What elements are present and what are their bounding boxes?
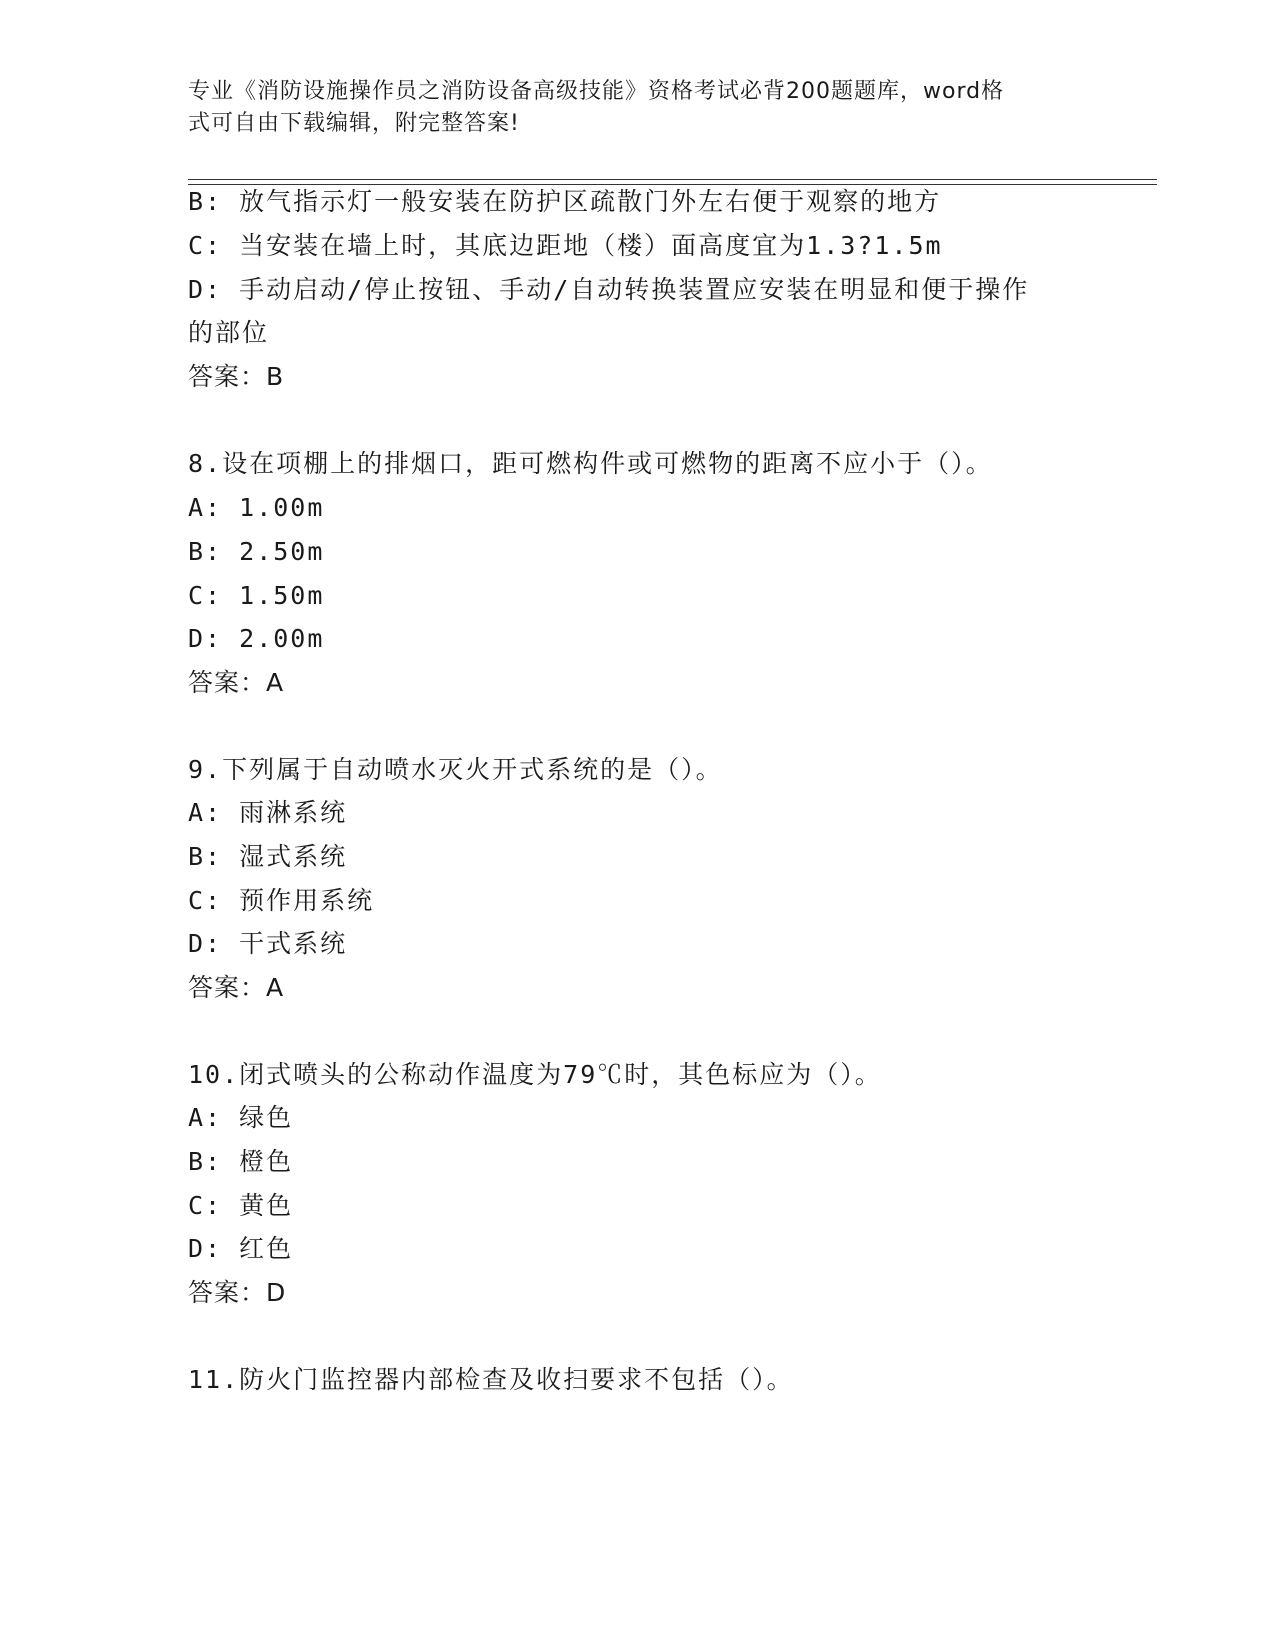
q10-answer: 答案：D xyxy=(188,1278,287,1307)
q10-stem: 10.闭式喷头的公称动作温度为79℃时，其色标应为（）。 xyxy=(188,1060,882,1089)
q11-stem: 11.防火门监控器内部检查及收扫要求不包括（）。 xyxy=(188,1365,794,1394)
q9-option-d: D: 干式系统 xyxy=(188,929,348,958)
q10-option-a: A: 绿色 xyxy=(188,1103,294,1132)
q10-option-d: D: 红色 xyxy=(188,1234,294,1263)
q7-answer: 答案：B xyxy=(188,362,285,391)
q7-option-c: C: 当安装在墙上时，其底边距地（楼）面高度宜为1.3?1.5m xyxy=(188,231,943,260)
q8-option-d: D: 2.00m xyxy=(188,624,325,653)
q9-answer: 答案：A xyxy=(188,973,285,1002)
q8-stem: 8.设在项棚上的排烟口，距可燃构件或可燃物的距离不应小于（）。 xyxy=(188,449,993,478)
document-header xyxy=(188,76,1068,140)
q9-option-b: B: 湿式系统 xyxy=(188,842,348,871)
q7-option-d-continued: 的部位 xyxy=(188,318,270,347)
q7-option-d: D: 手动启动/停止按钮、手动/自动转换装置应安装在明显和便于操作 xyxy=(188,275,1030,304)
header-line-2: 式可自由下载编辑，附完整答案! xyxy=(188,111,520,136)
q7-option-b: B: 放气指示灯一般安装在防护区疏散门外左右便于观察的地方 xyxy=(188,187,942,216)
header-divider-bottom xyxy=(188,184,1157,185)
q10-option-b: B: 橙色 xyxy=(188,1147,294,1176)
q8-answer: 答案：A xyxy=(188,668,285,697)
q8-option-b: B: 2.50m xyxy=(188,537,325,566)
q10-option-c: C: 黄色 xyxy=(188,1191,294,1220)
q9-option-a: A: 雨淋系统 xyxy=(188,798,348,827)
q8-option-c: C: 1.50m xyxy=(188,581,325,610)
q9-option-c: C: 预作用系统 xyxy=(188,886,375,915)
header-divider-top xyxy=(188,179,1157,180)
q9-stem: 9.下列属于自动喷水灭火开式系统的是（）。 xyxy=(188,755,723,784)
q8-option-a: A: 1.00m xyxy=(188,493,325,522)
header-line-1: 专业《消防设施操作员之消防设备高级技能》资格考试必背200题题库，word格 xyxy=(188,79,1005,104)
